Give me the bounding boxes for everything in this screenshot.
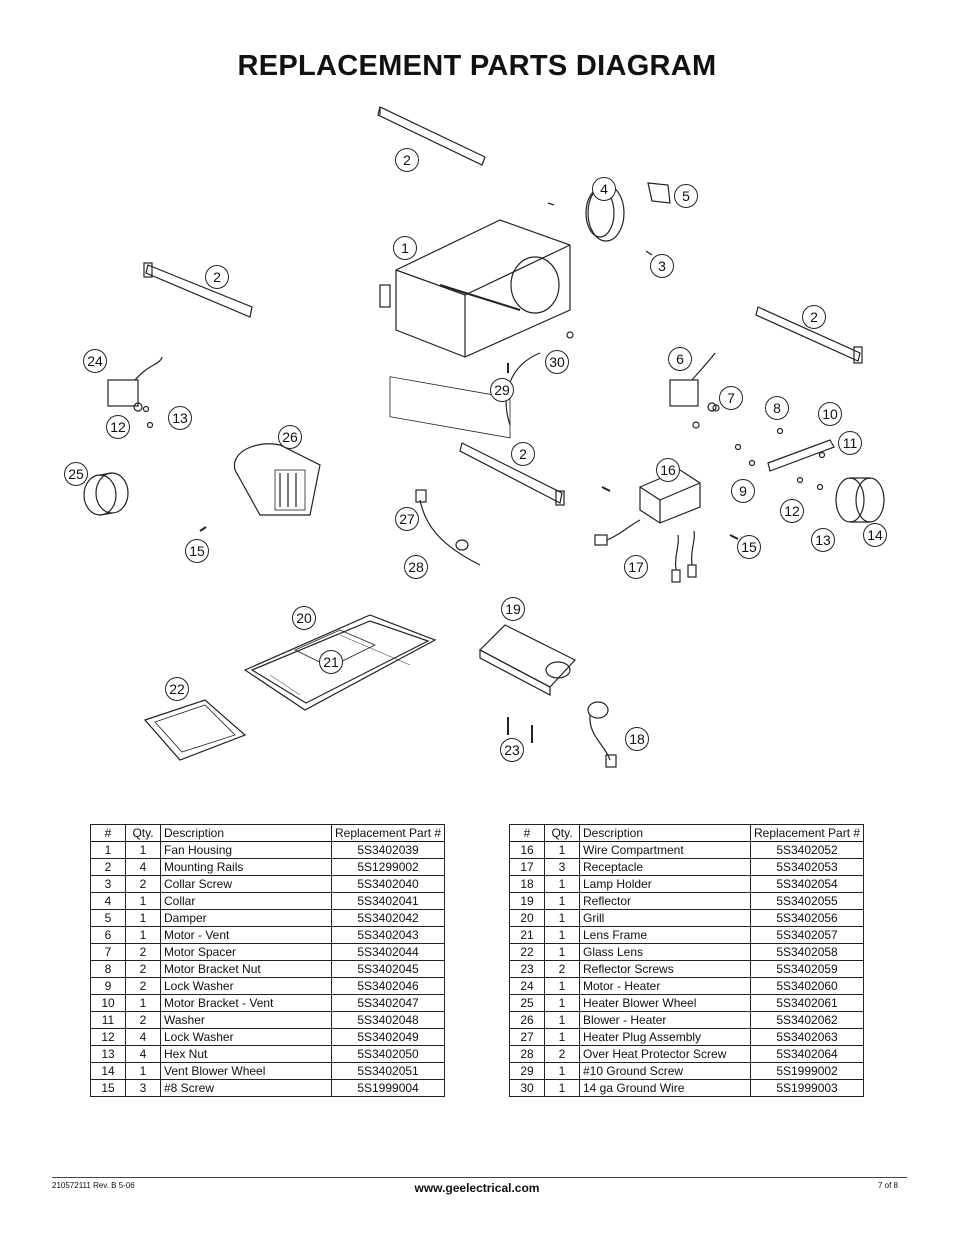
cell-description: #10 Ground Screw: [580, 1063, 751, 1080]
cell-part-number: 5S3402041: [332, 893, 445, 910]
cell-part-number: 5S3402052: [751, 842, 864, 859]
cell-number: 10: [91, 995, 126, 1012]
cell-number: 14: [91, 1063, 126, 1080]
cell-number: 11: [91, 1012, 126, 1029]
cell-number: 28: [510, 1046, 545, 1063]
header-description: Description: [161, 825, 332, 842]
cell-number: 9: [91, 978, 126, 995]
cell-part-number: 5S3402042: [332, 910, 445, 927]
mounting-rail-left: [144, 263, 252, 317]
table-row: [91, 961, 445, 978]
callout-2-left: 2: [205, 265, 229, 289]
cell-description: Hex Nut: [161, 1046, 332, 1063]
cell-qty: 2: [126, 961, 161, 978]
cell-number: 20: [510, 910, 545, 927]
cell-qty: 1: [545, 1012, 580, 1029]
cell-qty: 3: [126, 1080, 161, 1097]
callout-10: 10: [818, 402, 842, 426]
cell-part-number: 5S3402040: [332, 876, 445, 893]
cell-part-number: 5S3402045: [332, 961, 445, 978]
callout-19: 19: [501, 597, 525, 621]
cell-qty: 2: [126, 1012, 161, 1029]
cell-description: Reflector: [580, 893, 751, 910]
cell-description: Heater Plug Assembly: [580, 1029, 751, 1046]
cell-part-number: 5S3402055: [751, 893, 864, 910]
table-row: [91, 944, 445, 961]
callout-23: 23: [500, 738, 524, 762]
table-row: [510, 927, 864, 944]
table-row: [91, 910, 445, 927]
cell-number: 13: [91, 1046, 126, 1063]
parts-table-left: [90, 824, 445, 1097]
table-row: [510, 995, 864, 1012]
callout-13-left: 13: [168, 406, 192, 430]
header-qty: Qty.: [126, 825, 161, 842]
cell-qty: 1: [545, 876, 580, 893]
cell-number: 6: [91, 927, 126, 944]
cell-number: 2: [91, 859, 126, 876]
cell-description: Motor Spacer: [161, 944, 332, 961]
cell-qty: 1: [126, 893, 161, 910]
callout-29: 29: [490, 378, 514, 402]
cell-part-number: 5S3402044: [332, 944, 445, 961]
cell-part-number: 5S1299002: [332, 859, 445, 876]
cell-part-number: 5S3402059: [751, 961, 864, 978]
table-row: [510, 944, 864, 961]
cell-qty: 1: [545, 995, 580, 1012]
mounting-rail-top: [378, 107, 485, 165]
callout-26: 26: [278, 425, 302, 449]
cell-qty: 2: [545, 961, 580, 978]
cell-qty: 2: [126, 876, 161, 893]
cell-part-number: 5S3402057: [751, 927, 864, 944]
cell-description: Collar Screw: [161, 876, 332, 893]
cell-part-number: 5S3402062: [751, 1012, 864, 1029]
table-row: [91, 1063, 445, 1080]
motor-heater: [108, 357, 162, 411]
callout-12-right: 12: [780, 499, 804, 523]
cell-description: #8 Screw: [161, 1080, 332, 1097]
cell-description: Grill: [580, 910, 751, 927]
cell-qty: 4: [126, 1029, 161, 1046]
table-row: [91, 893, 445, 910]
cell-part-number: 5S3402061: [751, 995, 864, 1012]
cell-part-number: 5S3402050: [332, 1046, 445, 1063]
cell-description: 14 ga Ground Wire: [580, 1080, 751, 1097]
vent-blower-wheel: [836, 478, 884, 522]
cell-description: Wire Compartment: [580, 842, 751, 859]
cell-description: Motor Bracket - Vent: [161, 995, 332, 1012]
cell-description: Washer: [161, 1012, 332, 1029]
table-row: [510, 842, 864, 859]
callout-21: 21: [319, 650, 343, 674]
cell-description: Collar: [161, 893, 332, 910]
cell-description: Motor Bracket Nut: [161, 961, 332, 978]
callout-2-right: 2: [802, 305, 826, 329]
table-row: [91, 978, 445, 995]
cell-part-number: 5S3402048: [332, 1012, 445, 1029]
cell-qty: 1: [126, 995, 161, 1012]
cell-description: Lamp Holder: [580, 876, 751, 893]
cell-part-number: 5S3402043: [332, 927, 445, 944]
callout-9: 9: [731, 479, 755, 503]
page-title: REPLACEMENT PARTS DIAGRAM: [237, 50, 717, 82]
callout-20: 20: [292, 606, 316, 630]
table-row: [510, 910, 864, 927]
heater-blower-wheel: [84, 473, 128, 515]
callout-25: 25: [64, 462, 88, 486]
header-number: #: [510, 825, 545, 842]
table-row: [510, 1063, 864, 1080]
table-row: [91, 1029, 445, 1046]
table-row: [510, 876, 864, 893]
cell-number: 18: [510, 876, 545, 893]
callout-7: 7: [719, 386, 743, 410]
cell-number: 22: [510, 944, 545, 961]
callout-22: 22: [165, 677, 189, 701]
table-row: [91, 1046, 445, 1063]
cell-description: Vent Blower Wheel: [161, 1063, 332, 1080]
cell-number: 3: [91, 876, 126, 893]
cell-number: 23: [510, 961, 545, 978]
cell-part-number: 5S3402064: [751, 1046, 864, 1063]
cell-number: 8: [91, 961, 126, 978]
cell-part-number: 5S1999004: [332, 1080, 445, 1097]
callout-4: 4: [592, 177, 616, 201]
cell-part-number: 5S3402047: [332, 995, 445, 1012]
cell-number: 19: [510, 893, 545, 910]
parts-diagram: [40, 95, 920, 785]
cell-description: Glass Lens: [580, 944, 751, 961]
header-part-number: Replacement Part #: [751, 825, 864, 842]
cell-description: Motor - Vent: [161, 927, 332, 944]
header-description: Description: [580, 825, 751, 842]
table-row: [91, 995, 445, 1012]
header-part-number: Replacement Part #: [332, 825, 445, 842]
cell-number: 29: [510, 1063, 545, 1080]
callout-15-left: 15: [185, 539, 209, 563]
parts-table-right: [509, 824, 864, 1097]
cell-number: 15: [91, 1080, 126, 1097]
table-row: [510, 961, 864, 978]
table-header-row: [91, 825, 445, 842]
cell-description: Blower - Heater: [580, 1012, 751, 1029]
damper: [648, 183, 670, 203]
cell-number: 30: [510, 1080, 545, 1097]
cell-qty: 1: [126, 1063, 161, 1080]
blower-heater: [234, 444, 320, 515]
cell-qty: 1: [126, 910, 161, 927]
cell-description: Heater Blower Wheel: [580, 995, 751, 1012]
table-row: [510, 859, 864, 876]
header-number: #: [91, 825, 126, 842]
cell-qty: 1: [126, 927, 161, 944]
document-number: 210572111 Rev. B 5-06: [52, 1181, 135, 1190]
cell-description: Over Heat Protector Screw: [580, 1046, 751, 1063]
table-row: [510, 1029, 864, 1046]
cell-description: Motor - Heater: [580, 978, 751, 995]
cell-part-number: 5S3402046: [332, 978, 445, 995]
cell-qty: 1: [545, 1029, 580, 1046]
cell-part-number: 5S3402058: [751, 944, 864, 961]
table-row: [91, 1080, 445, 1097]
cell-part-number: 5S3402056: [751, 910, 864, 927]
cell-qty: 2: [126, 944, 161, 961]
callout-12-left: 12: [106, 415, 130, 439]
lamp-holder: [588, 702, 616, 767]
table-row: [510, 893, 864, 910]
callout-3: 3: [650, 254, 674, 278]
cell-part-number: 5S1999002: [751, 1063, 864, 1080]
cell-description: Mounting Rails: [161, 859, 332, 876]
cell-part-number: 5S1999003: [751, 1080, 864, 1097]
callout-14: 14: [863, 523, 887, 547]
cell-part-number: 5S3402060: [751, 978, 864, 995]
callout-30: 30: [545, 350, 569, 374]
cell-qty: 1: [545, 1080, 580, 1097]
cell-part-number: 5S3402054: [751, 876, 864, 893]
cell-part-number: 5S3402053: [751, 859, 864, 876]
cell-qty: 1: [545, 893, 580, 910]
table-row: [91, 842, 445, 859]
cell-description: Receptacle: [580, 859, 751, 876]
cell-number: 1: [91, 842, 126, 859]
cell-qty: 4: [126, 859, 161, 876]
cell-part-number: 5S3402039: [332, 842, 445, 859]
table-row: [91, 876, 445, 893]
cell-number: 17: [510, 859, 545, 876]
cell-qty: 2: [126, 978, 161, 995]
cell-number: 5: [91, 910, 126, 927]
table-row: [510, 1012, 864, 1029]
table-header-row: [510, 825, 864, 842]
cell-description: Lens Frame: [580, 927, 751, 944]
table-row: [510, 1046, 864, 1063]
callout-8: 8: [765, 396, 789, 420]
callout-5: 5: [674, 184, 698, 208]
cell-number: 4: [91, 893, 126, 910]
footer-divider: [52, 1177, 907, 1178]
page-number: 7 of 8: [877, 1181, 898, 1190]
callout-2-top: 2: [395, 148, 419, 172]
cell-qty: 1: [545, 944, 580, 961]
table-row: [91, 927, 445, 944]
cell-number: 25: [510, 995, 545, 1012]
cell-part-number: 5S3402063: [751, 1029, 864, 1046]
cell-description: Damper: [161, 910, 332, 927]
cell-description: Lock Washer: [161, 978, 332, 995]
cell-description: Fan Housing: [161, 842, 332, 859]
callout-6: 6: [668, 347, 692, 371]
cell-number: 12: [91, 1029, 126, 1046]
cell-part-number: 5S3402049: [332, 1029, 445, 1046]
callout-15-right: 15: [737, 535, 761, 559]
callout-13-right: 13: [811, 528, 835, 552]
cell-number: 16: [510, 842, 545, 859]
table-row: [91, 1012, 445, 1029]
cell-number: 26: [510, 1012, 545, 1029]
table-row: [91, 859, 445, 876]
cell-number: 24: [510, 978, 545, 995]
callout-18: 18: [625, 727, 649, 751]
callout-16: 16: [656, 458, 680, 482]
heater-plug-assembly: [420, 500, 480, 565]
callout-28: 28: [404, 555, 428, 579]
table-row: [510, 978, 864, 995]
cell-qty: 1: [545, 1063, 580, 1080]
cell-qty: 1: [545, 910, 580, 927]
cell-qty: 1: [126, 842, 161, 859]
website-link[interactable]: www.geelectrical.com: [414, 1181, 540, 1195]
cell-qty: 3: [545, 859, 580, 876]
callout-17: 17: [624, 555, 648, 579]
cell-number: 21: [510, 927, 545, 944]
cell-qty: 2: [545, 1046, 580, 1063]
callout-27: 27: [395, 507, 419, 531]
cell-qty: 4: [126, 1046, 161, 1063]
table-row: [510, 1080, 864, 1097]
cell-number: 7: [91, 944, 126, 961]
cell-qty: 1: [545, 842, 580, 859]
cell-part-number: 5S3402051: [332, 1063, 445, 1080]
cell-qty: 1: [545, 978, 580, 995]
header-qty: Qty.: [545, 825, 580, 842]
cell-qty: 1: [545, 927, 580, 944]
callout-11: 11: [838, 431, 862, 455]
cell-description: Reflector Screws: [580, 961, 751, 978]
callout-1: 1: [393, 236, 417, 260]
callout-24: 24: [83, 349, 107, 373]
cell-number: 27: [510, 1029, 545, 1046]
reflector: [480, 625, 575, 695]
callout-2-center: 2: [511, 442, 535, 466]
cell-description: Lock Washer: [161, 1029, 332, 1046]
